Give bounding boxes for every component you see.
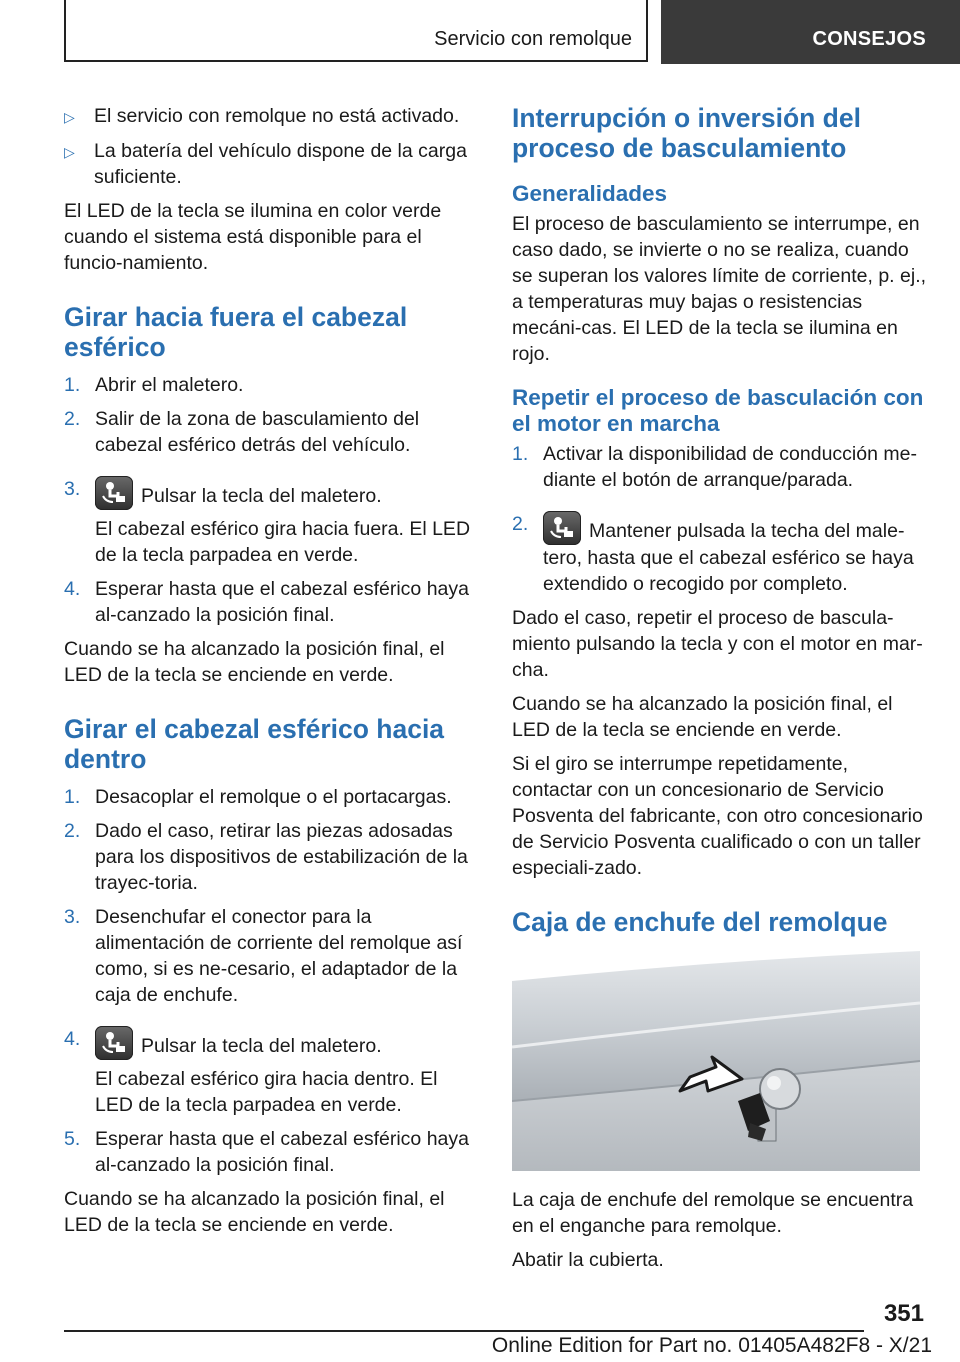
step-text: Desenchufar el conector para la alimentación de corriente del remolque así como, si es ne-cesario, el adaptador de la caja de enchufe. (95, 906, 463, 1006)
step-item (64, 1126, 478, 1178)
repeat-paragraph-1: Dado el caso, repetir el proceso de bascula-miento pulsando la tecla y con el motor en mar-cha. (512, 607, 923, 681)
step-text: Pulsar la tecla del maletero. (141, 485, 382, 507)
swing-out-end-paragraph: Cuando se ha alcanzado la posición final, el LED de la tecla se enciende en verde. (64, 638, 445, 686)
triangle-bullet-icon: ▷ (64, 109, 75, 125)
trailer-hitch-button-icon (543, 511, 581, 545)
step-number: 5. (64, 1128, 81, 1150)
step-number: 4. (64, 1028, 81, 1050)
step-number: 3. (64, 478, 81, 500)
header-section-box (64, 0, 648, 62)
right-column (512, 103, 928, 1281)
step-text: Esperar hasta que el cabezal esférico haya al-canzado la posición final. (95, 1128, 469, 1176)
step-text: Pulsar la tecla del maletero. (141, 1035, 382, 1057)
socket-paragraph-1: La caja de enchufe del remolque se encuentra en el enganche para remolque. (512, 1189, 914, 1237)
step-item (64, 372, 478, 398)
heading-swing-in: Girar el cabezal esférico hacia dentro (64, 714, 445, 774)
step-text: Esperar hasta que el cabezal esférico haya al-canzado la posición final. (95, 578, 469, 626)
triangle-bullet-icon: ▷ (64, 144, 75, 160)
step-text: Mantener pulsada la techa del male-tero, hasta que el cabezal esférico se haya extendido o recogido por completo. (543, 520, 914, 595)
step-text: Activar la disponibilidad de conducción me-diante el botón de arranque/parada. (543, 443, 917, 491)
socket-paragraph-2: Abatir la cubierta. (512, 1249, 664, 1271)
step-number: 2. (64, 408, 81, 430)
swing-out-steps (64, 372, 478, 628)
trailer-socket-photo (512, 951, 920, 1171)
header-chapter-title: CONSEJOS (812, 28, 926, 50)
heading-trailer-socket: Caja de enchufe del remolque (512, 907, 888, 937)
step-number: 1. (64, 374, 81, 396)
header-section-title: Servicio con remolque (434, 28, 632, 50)
led-info-paragraph: El LED de la tecla se ilumina en color verde cuando el sistema está disponible para el funcio-namiento. (64, 200, 442, 274)
step-text: Salir de la zona de basculamiento del cabezal esférico detrás del vehículo. (95, 408, 420, 456)
step-item (64, 818, 478, 896)
step-number: 1. (512, 443, 529, 465)
header-chapter-tab (661, 0, 960, 64)
heading-interruption: Interrupción o inversión del proceso de basculamiento (512, 103, 861, 163)
step-item (64, 1026, 478, 1118)
step-text: Abrir el maletero. (95, 374, 244, 396)
general-paragraph: El proceso de basculamiento se interrumpe, en caso dado, se invierte o no se realiza, cuando se superan los valores límite de corriente, p. ej., a temperaturas muy bajas o resistencias mecáni-cas. El LED de la tecla se ilumina en rojo. (512, 213, 927, 365)
step-item (64, 904, 478, 1008)
swing-in-end-paragraph: Cuando se ha alcanzado la posición final, el LED de la tecla se enciende en verde. (64, 1188, 445, 1236)
bullet-item (64, 138, 478, 190)
step-item (512, 441, 928, 493)
swing-in-steps (64, 784, 478, 1178)
left-column (64, 103, 478, 1246)
step-item (64, 406, 478, 458)
repeat-paragraph-2: Cuando se ha alcanzado la posición final, el LED de la tecla se enciende en verde. (512, 693, 893, 741)
repeat-steps (512, 441, 928, 597)
step-number: 1. (64, 786, 81, 808)
trailer-hitch-button-icon (95, 476, 133, 510)
bullet-text: La batería del vehículo dispone de la carga suficiente. (94, 140, 467, 188)
heading-repeat: Repetir el proceso de basculación con el motor en marcha (512, 385, 924, 436)
page-number: 351 (883, 1300, 924, 1327)
bullet-item (64, 103, 478, 130)
step-item (64, 476, 478, 568)
trailer-hitch-button-icon (95, 1026, 133, 1060)
footer-divider (64, 1330, 864, 1332)
step-subtext: El cabezal esférico gira hacia fuera. El LED de la tecla parpadea en verde. (95, 518, 471, 566)
step-item (512, 511, 928, 597)
step-number: 2. (512, 513, 529, 535)
step-item (64, 784, 478, 810)
step-text: Desacoplar el remolque o el portacargas. (95, 786, 452, 808)
step-item (64, 576, 478, 628)
step-number: 2. (64, 820, 81, 842)
footer-edition: Online Edition for Part no. 01405A482F8 - X/21 (491, 1334, 932, 1357)
step-number: 3. (64, 906, 81, 928)
heading-swing-out: Girar hacia fuera el cabezal esférico (64, 302, 408, 362)
heading-general: Generalidades (512, 181, 668, 206)
bullet-text: El servicio con remolque no está activado. (94, 105, 460, 127)
step-subtext: El cabezal esférico gira hacia dentro. El LED de la tecla parpadea en verde. (95, 1068, 438, 1116)
repeat-paragraph-3: Si el giro se interrumpe repetidamente, contactar con un concesionario de Servicio Posventa del fabricante, con otro concesionario de Servicio Posventa cualificado o con un taller especiali-zado. (512, 753, 923, 879)
step-number: 4. (64, 578, 81, 600)
step-text: Dado el caso, retirar las piezas adosadas para los dispositivos de estabilización de la trayec-toria. (95, 820, 468, 894)
